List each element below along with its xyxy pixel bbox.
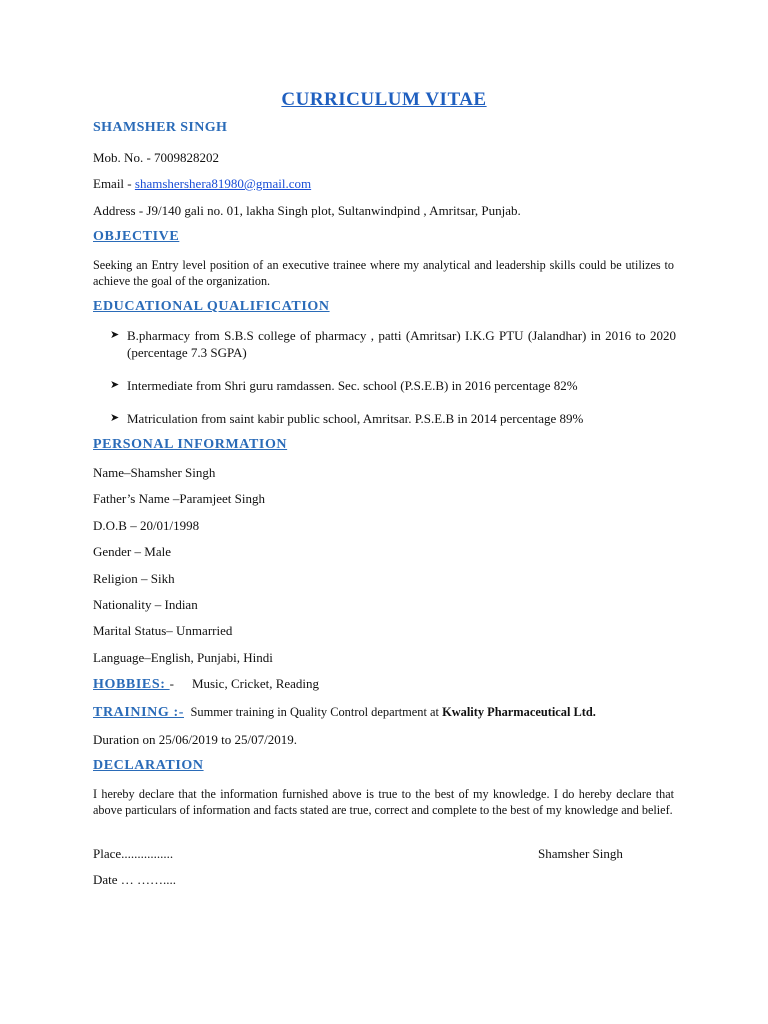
hobbies-separator: - bbox=[169, 676, 174, 691]
place-field: Place................ bbox=[93, 846, 174, 861]
personal-line-name: Name–Shamsher Singh bbox=[93, 465, 216, 480]
training-heading: TRAINING :- bbox=[93, 705, 184, 720]
arrow-bullet-icon: ➤ bbox=[110, 329, 120, 341]
training-text: Summer training in Quality Control department at bbox=[190, 705, 443, 719]
personal-heading: PERSONAL INFORMATION bbox=[93, 437, 288, 452]
personal-line-marital: Marital Status– Unmarried bbox=[93, 623, 233, 638]
education-item bbox=[110, 410, 676, 427]
personal-line-dob: D.O.B – 20/01/1998 bbox=[93, 518, 200, 533]
mobile-number: Mob. No. - 7009828202 bbox=[93, 150, 220, 165]
email-line bbox=[93, 176, 311, 192]
candidate-name: SHAMSHER SINGH bbox=[93, 120, 228, 135]
training-line bbox=[93, 704, 596, 721]
arrow-bullet-icon: ➤ bbox=[110, 412, 120, 424]
hobbies-heading: HOBBIES: bbox=[93, 677, 170, 692]
education-item-text: Matriculation from saint kabir public school, Amritsar. P.S.E.B in 2014 percentage 89% bbox=[127, 411, 584, 426]
email-link[interactable]: shamshershera81980@gmail.com bbox=[134, 176, 312, 191]
training-duration: Duration on 25/06/2019 to 25/07/2019. bbox=[93, 732, 298, 747]
declaration-text: I hereby declare that the information furnished above is true to the best of my knowledge. I do hereby declare that above particulars of information and facts stated are true, correct and complete to the best of my knowledge and belief. bbox=[93, 787, 674, 817]
address-line: Address - J9/140 gali no. 01, lakha Singh plot, Sultanwindpind , Amritsar, Punjab. bbox=[93, 203, 521, 218]
objective-heading: OBJECTIVE bbox=[93, 229, 180, 244]
email-label: Email - bbox=[93, 176, 135, 191]
signature-name: Shamsher Singh bbox=[538, 846, 623, 861]
hobbies-line bbox=[93, 676, 319, 693]
date-field: Date … …….... bbox=[93, 872, 177, 887]
declaration-heading: DECLARATION bbox=[93, 758, 204, 773]
education-item-text: Intermediate from Shri guru ramdassen. Sec. school (P.S.E.B) in 2016 percentage 82% bbox=[127, 378, 578, 393]
education-item bbox=[110, 327, 676, 361]
education-item-text: B.pharmacy from S.B.S college of pharmacy , patti (Amritsar) I.K.G PTU (Jalandhar) in 2016 to 2020 (percentage 7.3 SGPA) bbox=[127, 328, 676, 360]
page-title: CURRICULUM VITAE bbox=[281, 89, 487, 110]
objective-text: Seeking an Entry level position of an executive trainee where my analytical and leadership skills could be utilizes to achieve the goal of the organization. bbox=[93, 258, 674, 288]
personal-line-gender: Gender – Male bbox=[93, 544, 171, 559]
education-heading: EDUCATIONAL QUALIFICATION bbox=[93, 299, 330, 314]
arrow-bullet-icon: ➤ bbox=[110, 379, 120, 391]
personal-line-religion: Religion – Sikh bbox=[93, 571, 175, 586]
personal-line-father: Father’s Name –Paramjeet Singh bbox=[93, 491, 265, 506]
education-item bbox=[110, 377, 676, 394]
training-company: Kwality Pharmaceutical Ltd. bbox=[442, 705, 596, 719]
personal-line-nationality: Nationality – Indian bbox=[93, 597, 198, 612]
hobbies-text: Music, Cricket, Reading bbox=[191, 676, 320, 691]
personal-line-language: Language–English, Punjabi, Hindi bbox=[93, 650, 273, 665]
